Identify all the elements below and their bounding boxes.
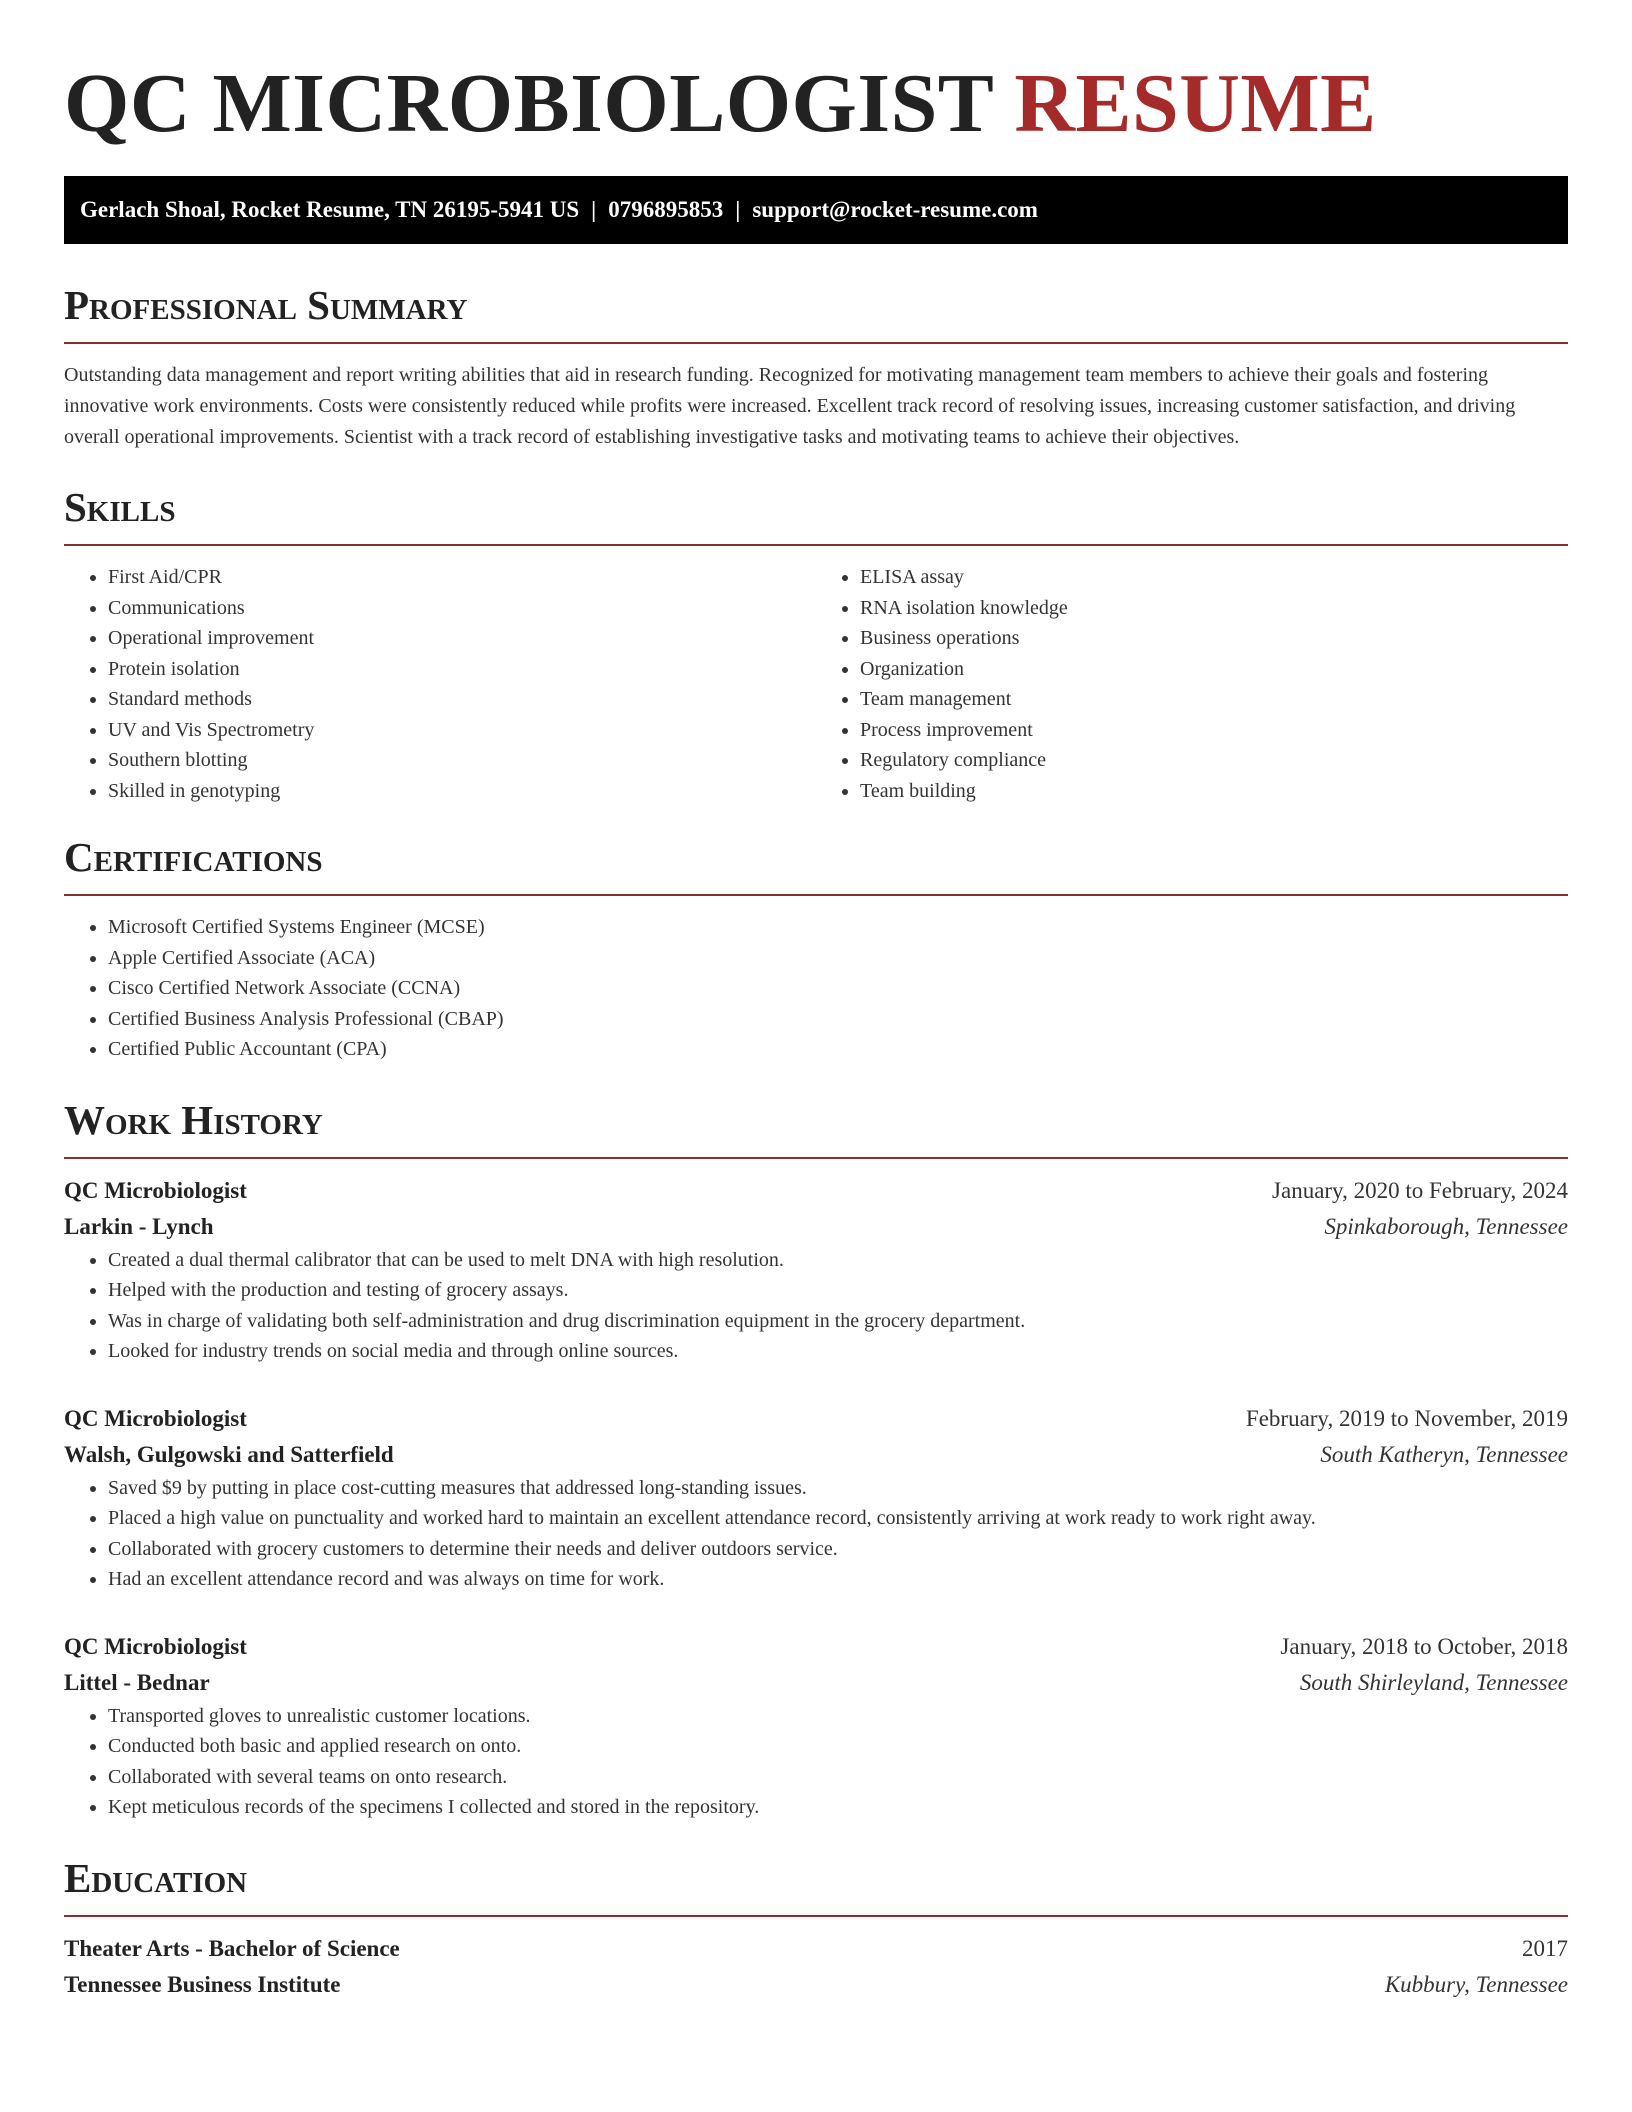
skill-item: • Protein isolation	[108, 654, 816, 685]
job-company: Littel - Bednar	[64, 1669, 210, 1695]
skill-item: • RNA isolation knowledge	[860, 593, 1568, 624]
certification-item: • Certified Business Analysis Professional (CBAP)	[108, 1004, 1568, 1035]
job-company-row	[64, 1437, 1568, 1473]
job-company-row	[64, 1209, 1568, 1245]
skill-item: • First Aid/CPR	[108, 562, 816, 593]
contact-address: Gerlach Shoal, Rocket Resume, TN 26195-5941 US	[80, 197, 580, 222]
job-bullets	[64, 1473, 1568, 1595]
job-company: Walsh, Gulgowski and Satterfield	[64, 1441, 394, 1467]
job-header-row	[64, 1401, 1568, 1437]
job-company-row	[64, 1665, 1568, 1701]
job-location: South Shirleyland, Tennessee	[1299, 1669, 1568, 1695]
summary-section	[64, 280, 1568, 453]
job-bullet: • Kept meticulous records of the specimens I collected and stored in the repository.	[108, 1792, 1568, 1823]
education-section	[64, 1853, 1568, 2003]
job-company: Larkin - Lynch	[64, 1213, 214, 1239]
job-bullets	[64, 1701, 1568, 1823]
job-bullet: • Was in charge of validating both self-administration and drug discrimination equipment in the grocery department.	[108, 1306, 1568, 1337]
certification-item: • Apple Certified Associate (ACA)	[108, 943, 1568, 974]
work-history-section	[64, 1095, 1568, 1823]
skill-item: • UV and Vis Spectrometry	[108, 715, 816, 746]
job-entry	[64, 1629, 1568, 1823]
education-location: Kubbury, Tennessee	[1384, 1971, 1568, 1997]
skills-column-right	[816, 562, 1568, 806]
job-entry	[64, 1401, 1568, 1595]
skill-item: • Team management	[860, 684, 1568, 715]
job-header-row	[64, 1173, 1568, 1209]
summary-text: Outstanding data management and report writing abilities that aid in research funding. Recognized for motivating management team members to achieve their goals and fostering innovative work environments. Costs were consistently reduced while profits were increased. Excellent track record of resolving issues, increasing customer satisfaction, and driving overall operational improvements. Scientist with a track record of establishing investigative tasks and motivating teams to achieve their objectives.	[64, 364, 1516, 448]
title-main: QC MICROBIOLOGIST	[64, 57, 993, 150]
skill-item: • Communications	[108, 593, 816, 624]
job-bullets	[64, 1245, 1568, 1367]
skills-heading: Skills	[64, 482, 1568, 546]
job-dates: January, 2018 to October, 2018	[1280, 1633, 1568, 1659]
title-accent: RESUME	[1014, 57, 1377, 150]
education-school-row	[64, 1967, 1568, 2003]
job-bullet: • Helped with the production and testing of grocery assays.	[108, 1275, 1568, 1306]
certifications-section	[64, 832, 1568, 1065]
job-bullet: • Placed a high value on punctuality and worked hard to maintain an excellent attendance record, consistently arriving at work ready to work right away.	[108, 1503, 1568, 1534]
job-title: QC Microbiologist	[64, 1177, 247, 1203]
job-entry	[64, 1173, 1568, 1367]
certification-item: • Cisco Certified Network Associate (CCNA)	[108, 973, 1568, 1004]
job-dates: January, 2020 to February, 2024	[1272, 1177, 1568, 1203]
certification-item: • Microsoft Certified Systems Engineer (MCSE)	[108, 912, 1568, 943]
contact-phone: 0796895853	[608, 197, 724, 222]
skill-item: • Operational improvement	[108, 623, 816, 654]
skills-list-left	[64, 562, 816, 806]
skill-item: • ELISA assay	[860, 562, 1568, 593]
skills-section	[64, 482, 1568, 806]
contact-separator: |	[591, 197, 597, 222]
job-bullet: • Created a dual thermal calibrator that can be used to melt DNA with high resolution.	[108, 1245, 1568, 1276]
skill-item: • Regulatory compliance	[860, 745, 1568, 776]
resume-title	[64, 0, 1568, 150]
education-degree-row	[64, 1931, 1568, 1967]
job-bullet: • Transported gloves to unrealistic customer locations.	[108, 1701, 1568, 1732]
job-title: QC Microbiologist	[64, 1405, 247, 1431]
job-bullet: • Had an excellent attendance record and was always on time for work.	[108, 1564, 1568, 1595]
skills-grid	[64, 562, 1568, 806]
skills-list-right	[816, 562, 1568, 806]
certification-item: • Certified Public Accountant (CPA)	[108, 1034, 1568, 1065]
job-dates: February, 2019 to November, 2019	[1245, 1405, 1568, 1431]
education-entry	[64, 1931, 1568, 2003]
skill-item: • Skilled in genotyping	[108, 776, 816, 807]
education-heading: Education	[64, 1853, 1568, 1917]
education-school: Tennessee Business Institute	[64, 1971, 341, 1997]
job-bullet: • Collaborated with grocery customers to determine their needs and deliver outdoors service.	[108, 1534, 1568, 1565]
job-bullet: • Looked for industry trends on social media and through online sources.	[108, 1336, 1568, 1367]
job-header-row	[64, 1629, 1568, 1665]
education-year: 2017	[1522, 1935, 1568, 1961]
education-degree: Theater Arts - Bachelor of Science	[64, 1935, 400, 1961]
skill-item: • Organization	[860, 654, 1568, 685]
skill-item: • Standard methods	[108, 684, 816, 715]
job-title: QC Microbiologist	[64, 1633, 247, 1659]
contact-email: support@rocket-resume.com	[752, 197, 1038, 222]
job-location: South Katheryn, Tennessee	[1320, 1441, 1568, 1467]
job-bullet: • Saved $9 by putting in place cost-cutting measures that addressed long-standing issues.	[108, 1473, 1568, 1504]
skill-item: • Southern blotting	[108, 745, 816, 776]
job-location: Spinkaborough, Tennessee	[1324, 1213, 1568, 1239]
work-history-heading: Work History	[64, 1095, 1568, 1159]
skills-column-left	[64, 562, 816, 806]
contact-bar	[64, 176, 1568, 244]
job-bullet: • Collaborated with several teams on onto research.	[108, 1762, 1568, 1793]
summary-heading: Professional Summary	[64, 280, 1568, 344]
certifications-heading: Certifications	[64, 832, 1568, 896]
job-bullet: • Conducted both basic and applied research on onto.	[108, 1731, 1568, 1762]
skill-item: • Team building	[860, 776, 1568, 807]
certifications-list	[64, 912, 1568, 1065]
skill-item: • Process improvement	[860, 715, 1568, 746]
skill-item: • Business operations	[860, 623, 1568, 654]
contact-separator: |	[735, 197, 741, 222]
